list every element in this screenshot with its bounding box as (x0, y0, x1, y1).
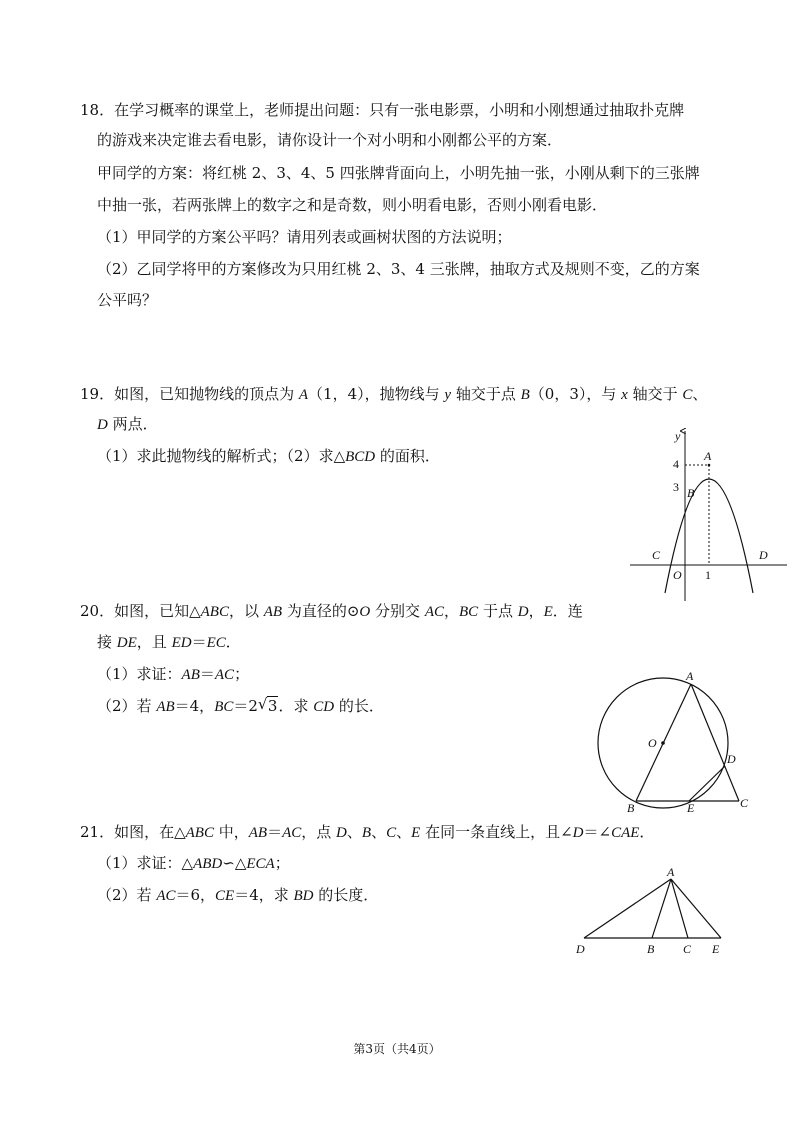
label-c: C (652, 548, 661, 562)
q20-line-3: （1）求证：AB＝AC； (97, 665, 250, 683)
q21-line-2: （1）求证：△ABD∽△ECA； (97, 854, 290, 872)
q18-line-4: 中抽一张，若两张牌上的数字之和是奇数，则小明看电影，否则小刚看电影． (97, 196, 608, 214)
page-number: 第3页（共4页） (353, 1042, 441, 1056)
q18-line-5: （1）甲同学的方案公平吗？请用列表或画树状图的方法说明； (97, 228, 512, 246)
circle-triangle-figure (595, 665, 755, 815)
segment-ae (671, 879, 721, 938)
q21-line-1: 21．如图，在△ABC 中，AB＝AC，点 D、B、C、E 在同一条直线上，且∠D＝∠CAE． (80, 823, 655, 841)
label-a: A (686, 669, 694, 683)
label-o: O (673, 568, 682, 582)
point-a (708, 464, 711, 467)
label-o: O (648, 736, 657, 750)
segment-de (689, 766, 725, 801)
triangle-line-figure (568, 865, 733, 960)
q19-line-3: （1）求此抛物线的解析式；（2）求△BCD 的面积． (97, 447, 440, 465)
label-e: E (712, 942, 720, 956)
label-d: D (576, 942, 585, 956)
q21-line-3: （2）若 AC＝6，CE＝4，求 BD 的长度． (97, 886, 379, 904)
q20-line-1: 20．如图，已知△ABC，以 AB 为直径的⊙O 分别交 AC，BC 于点 D，E．连 (80, 602, 583, 620)
q20-line-4: （2）若 AB＝4，BC＝2 √ 3．求 CD 的长． (97, 695, 384, 715)
q18-line-3: 甲同学的方案：将红桃 2、3、4、5 四张牌背面向上，小明先抽一张，小刚从剩下的三张牌 (97, 164, 700, 182)
segment-ac (691, 684, 739, 801)
q19-line-2: D 两点． (97, 415, 158, 433)
parabola-figure (625, 425, 790, 605)
label-c: C (683, 942, 692, 956)
label-a: A (667, 865, 675, 879)
label-4: 4 (673, 457, 679, 471)
segment-ac (671, 879, 688, 938)
label-y: y (675, 429, 681, 443)
label-1: 1 (705, 568, 711, 582)
sqrt-symbol: √ 3 (257, 695, 278, 715)
label-c: C (740, 796, 749, 810)
q18-line-1: 18．在学习概率的课堂上，老师提出问题：只有一张电影票，小明和小刚想通过抽取扑克牌 (80, 101, 685, 119)
segment-ad (584, 879, 671, 938)
q18-line-2: 的游戏来决定谁去看电影，请你设计一个对小明和小刚都公平的方案． (97, 131, 563, 149)
label-a: A (704, 449, 712, 463)
label-3: 3 (673, 480, 679, 494)
center-o (661, 741, 665, 745)
label-d: D (759, 548, 768, 562)
q18-line-6: （2）乙同学将甲的方案修改为只用红桃 2、3、4 三张牌，抽取方式及规则不变，乙的方案 (97, 260, 700, 278)
q19-line-1: 19．如图，已知抛物线的顶点为 A（1，4），抛物线与 y 轴交于点 B（0，3），与 x 轴交于 C、 (80, 385, 708, 403)
label-b: B (647, 942, 655, 956)
label-e: E (687, 801, 695, 815)
label-d: D (727, 752, 736, 766)
segment-ab (652, 879, 671, 938)
label-b: B (627, 801, 635, 815)
q18-line-7: 公平吗？ (97, 291, 158, 309)
label-b: B (687, 486, 695, 500)
q20-line-2: 接 DE，且 ED＝EC． (97, 633, 241, 651)
